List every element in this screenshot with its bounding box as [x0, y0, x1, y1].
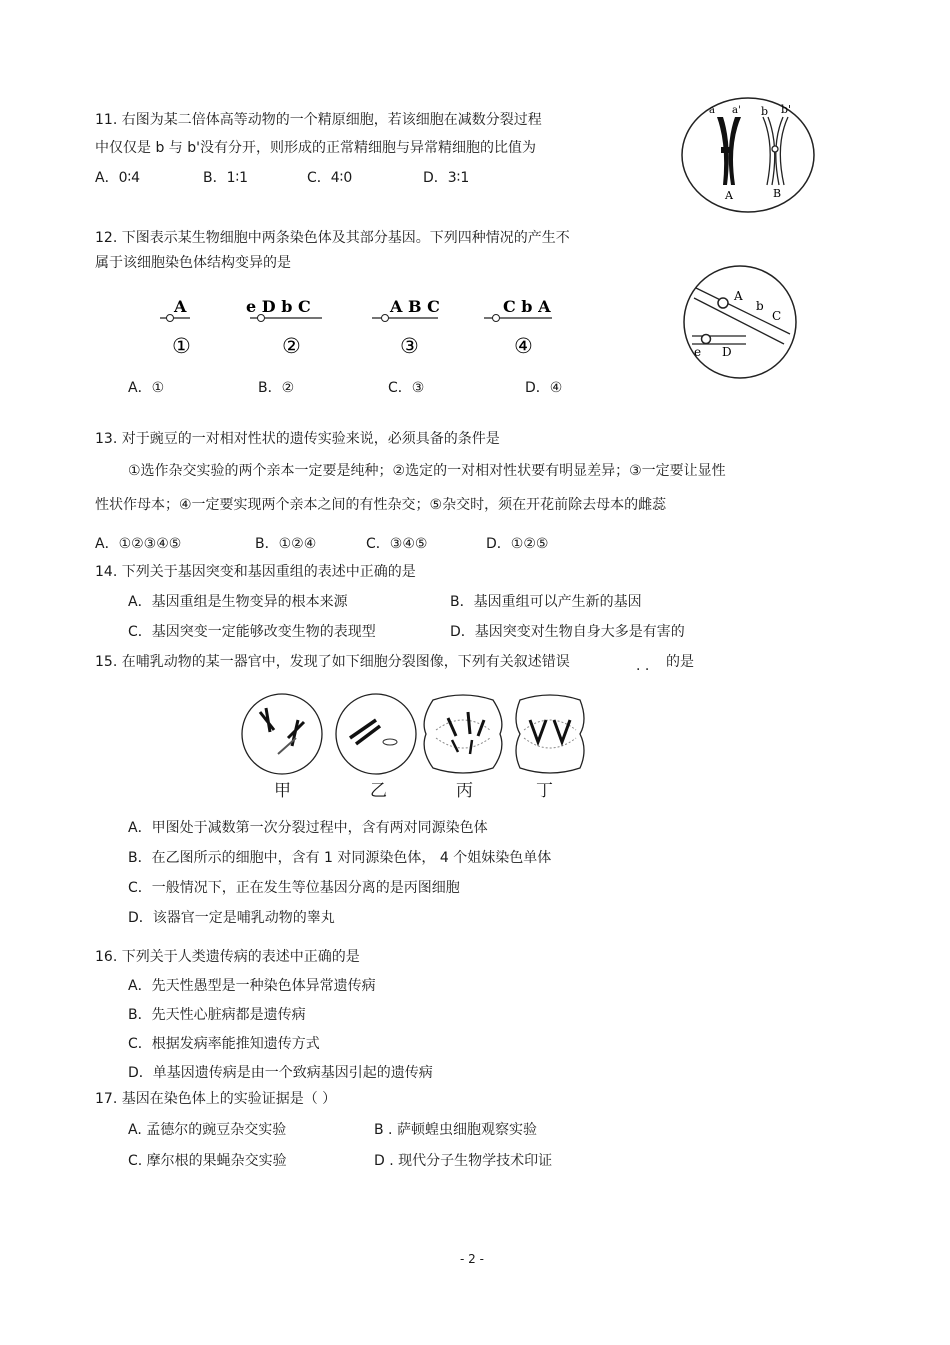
q11-option-d: D．3∶1: [423, 170, 470, 186]
variant-1-label: ①: [172, 334, 191, 358]
q13-stem-line1: 13. 对于豌豆的一对相对性状的遗传实验来说，必须具备的条件是: [95, 431, 500, 447]
q15-label-jia: 甲: [274, 781, 291, 801]
chromosome-pair-b: [763, 117, 788, 185]
label-a: a: [709, 105, 715, 116]
variant-1-genes: A: [174, 297, 187, 316]
q16-stem: 16. 下列关于人类遗传病的表述中正确的是: [95, 949, 360, 965]
q14-option-b: B．基因重组可以产生新的基因: [450, 594, 642, 610]
q12-option-a: A．①: [128, 380, 165, 396]
variant-2: [246, 297, 322, 358]
q15-option-a: A．甲图处于减数第一次分裂过程中，含有两对同源染色体: [128, 820, 488, 836]
variant-3-label: ③: [400, 334, 419, 358]
variant-1: [160, 297, 191, 358]
q15-stem: 15. 在哺乳动物的某一器官中，发现了如下细胞分裂图像，下列有关叙述错误: [95, 654, 570, 670]
q16-option-c: C．根据发病率能推知遗传方式: [128, 1036, 320, 1052]
q17-option-d: D . 现代分子生物学技术印证: [374, 1153, 553, 1169]
q17-option-b: B . 萨顿蝗虫细胞观察实验: [374, 1122, 537, 1138]
cell-membrane: [682, 98, 814, 212]
variant-4: [484, 297, 552, 358]
q11-stem-line1: 11. 右图为某二倍体高等动物的一个精原细胞，若该细胞在减数分裂过程: [95, 112, 542, 128]
q17-option-a: A. 孟德尔的豌豆杂交实验: [128, 1122, 287, 1138]
label-A: A: [734, 289, 743, 303]
q12-chromosome-variants: [150, 290, 570, 365]
q11-option-a: A．0∶4: [95, 170, 141, 186]
label-A: A: [725, 189, 733, 202]
q16-option-a: A．先天性愚型是一种染色体异常遗传病: [128, 978, 376, 994]
q15-option-b: B．在乙图所示的细胞中，含有 1 对同源染色体， 4 个姐妹染色单体: [128, 850, 552, 866]
label-D: D: [722, 345, 732, 359]
q16-option-d: D．单基因遗传病是由一个致病基因引起的遗传病: [128, 1065, 433, 1081]
q17-stem: 17. 基因在染色体上的实验证据是（ ）: [95, 1091, 337, 1107]
label-b: b: [756, 299, 764, 313]
variant-4-genes: C b A: [503, 297, 551, 316]
q12-option-b: B．②: [258, 380, 295, 396]
q11-cell-figure: [675, 85, 825, 215]
q12-stem-line2: 属于该细胞染色体结构变异的是: [95, 255, 291, 271]
chromosome-pair-a: [717, 117, 741, 185]
q15-option-c: C．一般情况下，正在发生等位基因分离的是丙图细胞: [128, 880, 460, 896]
variant-2-label: ②: [282, 334, 301, 358]
label-B: B: [773, 187, 782, 200]
variant-2-genes: e D b C: [246, 297, 311, 316]
q14-stem: 14. 下列关于基因突变和基因重组的表述中正确的是: [95, 564, 416, 580]
q14-option-c: C．基因突变一定能够改变生物的表现型: [128, 624, 376, 640]
cell-bing: [424, 695, 502, 773]
q12-stem-line1: 12. 下图表示某生物细胞中两条染色体及其部分基因。下列四种情况的产生不: [95, 230, 570, 246]
variant-3-genes: A B C: [390, 297, 440, 316]
q13-option-b: B．①②④: [255, 536, 317, 552]
variant-4-label: ④: [514, 334, 533, 358]
q15-label-yi: 乙: [370, 781, 387, 801]
q13-stem-line3: 性状作母本；④一定要实现两个亲本之间的有性杂交；⑤杂交时，须在开花前除去母本的雌蕊: [95, 497, 667, 513]
q15-emphasis-dots: . .: [636, 658, 650, 674]
q11-option-c: C．4∶0: [307, 170, 353, 186]
q12-cell-figure: [680, 262, 800, 382]
q15-option-d: D．该器官一定是哺乳动物的睾丸: [128, 910, 335, 926]
q11-stem-line2: 中仅仅是 b 与 b'没有分开，则形成的正常精细胞与异常精细胞的比值为: [95, 140, 536, 156]
q14-option-a: A．基因重组是生物变异的根本来源: [128, 594, 348, 610]
q14-option-d: D．基因突变对生物自身大多是有害的: [450, 624, 685, 640]
label-b-prime: b': [781, 103, 792, 116]
q13-stem-line2: ①选作杂交实验的两个亲本一定要是纯种；②选定的一对相对性状要有明显差异；③一定要让显性: [128, 463, 726, 479]
cell-jia: [242, 694, 322, 774]
q16-option-b: B．先天性心脏病都是遗传病: [128, 1007, 306, 1023]
label-a-prime: a': [732, 105, 741, 116]
q15-label-ding: 丁: [536, 781, 553, 801]
q13-option-a: A．①②③④⑤: [95, 536, 182, 552]
q15-label-bing: 丙: [456, 781, 473, 801]
label-e: e: [694, 345, 702, 359]
q11-option-b: B．1∶1: [203, 170, 249, 186]
q12-option-d: D．④: [525, 380, 563, 396]
q15-stem-end: 的是: [666, 654, 694, 670]
q17-option-c: C. 摩尔根的果蝇杂交实验: [128, 1153, 287, 1169]
label-C: C: [772, 309, 782, 323]
q13-option-d: D．①②⑤: [486, 536, 549, 552]
cell-ding: [516, 695, 584, 773]
q13-option-c: C．③④⑤: [366, 536, 428, 552]
page-number: - 2 -: [460, 1252, 484, 1266]
variant-3: [372, 297, 440, 358]
cell-yi: [336, 694, 416, 774]
label-b: b: [761, 105, 769, 118]
q12-option-c: C．③: [388, 380, 425, 396]
